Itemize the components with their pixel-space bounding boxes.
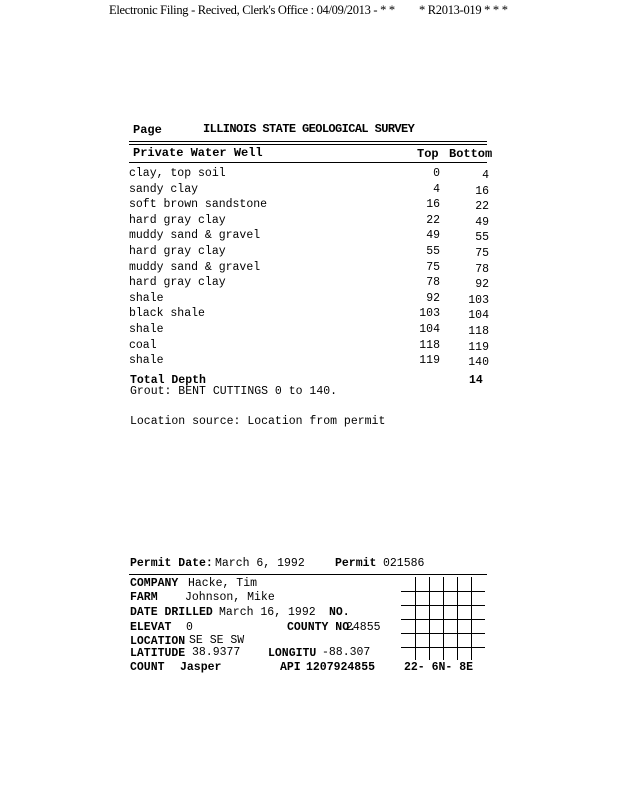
longitude-value: -88.307 xyxy=(322,646,371,659)
log-row-bottom: 119 xyxy=(468,340,489,354)
grid-line xyxy=(401,619,485,620)
column-top: Top xyxy=(417,147,439,161)
permit-number-label: Permit xyxy=(335,557,377,570)
log-row-bottom: 78 xyxy=(475,262,489,276)
grid-line xyxy=(401,647,485,648)
log-row-top: 78 xyxy=(426,276,440,290)
location-value: SE SE SW xyxy=(189,634,245,647)
log-row-description: black shale xyxy=(129,307,205,321)
location-label: LOCATION xyxy=(130,635,186,648)
log-row-bottom: 118 xyxy=(468,325,489,338)
log-row-description: coal xyxy=(129,338,157,352)
date-drilled-label: DATE DRILLED xyxy=(130,606,213,619)
log-row-bottom: 55 xyxy=(475,231,489,245)
county-number-label: COUNTY NO. xyxy=(287,621,357,634)
farm-value: Johnson, Mike xyxy=(185,591,275,604)
grout-note: Grout: BENT CUTTINGS 0 to 140. xyxy=(130,385,338,398)
log-row xyxy=(0,323,618,338)
grid-line xyxy=(401,591,485,592)
farm-label: FARM xyxy=(130,591,158,604)
township-range-value: 22- 6N- 8E xyxy=(404,661,474,674)
county-name-value: Jasper xyxy=(180,661,222,674)
log-row xyxy=(0,245,618,260)
log-row xyxy=(0,276,618,291)
latitude-value: 38.9377 xyxy=(192,646,241,659)
log-row xyxy=(0,229,618,244)
column-rule xyxy=(129,162,487,163)
log-row xyxy=(0,307,618,322)
log-row xyxy=(0,261,618,276)
log-row-description: shale xyxy=(129,291,164,305)
log-row-bottom: 92 xyxy=(475,278,489,292)
permit-date-value: March 6, 1992 xyxy=(215,557,305,570)
log-row-top: 0 xyxy=(433,167,440,180)
elevation-value: 0 xyxy=(186,621,193,634)
log-row-top: 16 xyxy=(426,198,440,212)
permit-date-label: Permit Date: xyxy=(130,557,213,570)
api-label: API xyxy=(280,661,301,674)
grid-line xyxy=(401,605,485,606)
grid-line xyxy=(401,633,485,634)
date-drilled-value: March 16, 1992 xyxy=(219,606,316,619)
log-row-bottom: 140 xyxy=(468,356,489,370)
filing-header xyxy=(109,3,508,18)
api-value: 1207924855 xyxy=(306,661,376,674)
total-depth-value: 14 xyxy=(469,374,483,387)
company-label: COMPANY xyxy=(130,577,179,590)
log-row-description: muddy sand & gravel xyxy=(129,229,261,243)
log-row-top: 103 xyxy=(419,307,440,321)
log-row-bottom: 4 xyxy=(482,169,489,182)
log-row-description: hard gray clay xyxy=(129,245,226,258)
log-row xyxy=(0,292,618,307)
log-row-description: sandy clay xyxy=(129,182,199,196)
log-row-description: clay, top soil xyxy=(129,167,226,180)
log-row-description: shale xyxy=(129,323,164,336)
log-row xyxy=(0,354,618,369)
log-row-top: 104 xyxy=(419,323,440,336)
number-label: NO. xyxy=(329,606,350,619)
elevation-label: ELEVAT xyxy=(130,621,172,634)
county-name-label: COUNT xyxy=(130,661,165,674)
log-row-top: 92 xyxy=(426,291,440,305)
column-bottom: Bottom xyxy=(449,147,493,161)
heading-rule-bottom xyxy=(129,144,487,145)
log-row-description: soft brown sandstone xyxy=(129,198,268,212)
log-row xyxy=(0,214,618,229)
log-row-bottom: 103 xyxy=(468,293,489,307)
log-row xyxy=(0,339,618,354)
permit-rule xyxy=(129,574,487,575)
section-grid xyxy=(401,577,485,660)
log-row-description: muddy sand & gravel xyxy=(129,260,261,274)
log-row-top: 4 xyxy=(433,182,440,196)
total-depth-label: Total Depth xyxy=(130,374,206,387)
log-row-top: 119 xyxy=(419,354,440,368)
longitude-label: LONGITU xyxy=(268,647,317,660)
log-row-top: 75 xyxy=(426,260,440,274)
log-row xyxy=(0,198,618,213)
latitude-label: LATITUDE xyxy=(130,647,186,660)
log-row-description: hard gray clay xyxy=(129,276,226,290)
log-row-top: 55 xyxy=(426,245,440,258)
survey-title: ILLINOIS STATE GEOLOGICAL SURVEY xyxy=(203,122,415,136)
log-row-bottom: 104 xyxy=(468,309,489,323)
company-value: Hacke, Tim xyxy=(188,577,258,590)
filing-header-left: Electronic Filing - Recived, Clerk's Office : 04/09/2013 - * * xyxy=(109,3,395,17)
log-row-description: hard gray clay xyxy=(129,213,226,227)
log-row-bottom: 75 xyxy=(475,247,489,260)
log-row xyxy=(0,167,618,182)
permit-number-value: 021586 xyxy=(383,557,425,570)
log-row-top: 49 xyxy=(426,229,440,243)
location-source-note: Location source: Location from permit xyxy=(130,415,386,428)
log-row-description: shale xyxy=(129,354,164,368)
page-label: Page xyxy=(133,123,162,137)
filing-header-right: * R2013-019 * * * xyxy=(419,3,508,17)
log-row-top: 22 xyxy=(426,213,440,227)
log-row-top: 118 xyxy=(419,338,440,352)
log-row xyxy=(0,183,618,198)
county-number-value: 24855 xyxy=(346,621,381,634)
log-row-bottom: 16 xyxy=(475,184,489,198)
log-row-bottom: 49 xyxy=(475,215,489,229)
column-description: Private Water Well xyxy=(133,146,263,160)
log-row-bottom: 22 xyxy=(475,200,489,214)
heading-rule-top xyxy=(129,141,487,142)
